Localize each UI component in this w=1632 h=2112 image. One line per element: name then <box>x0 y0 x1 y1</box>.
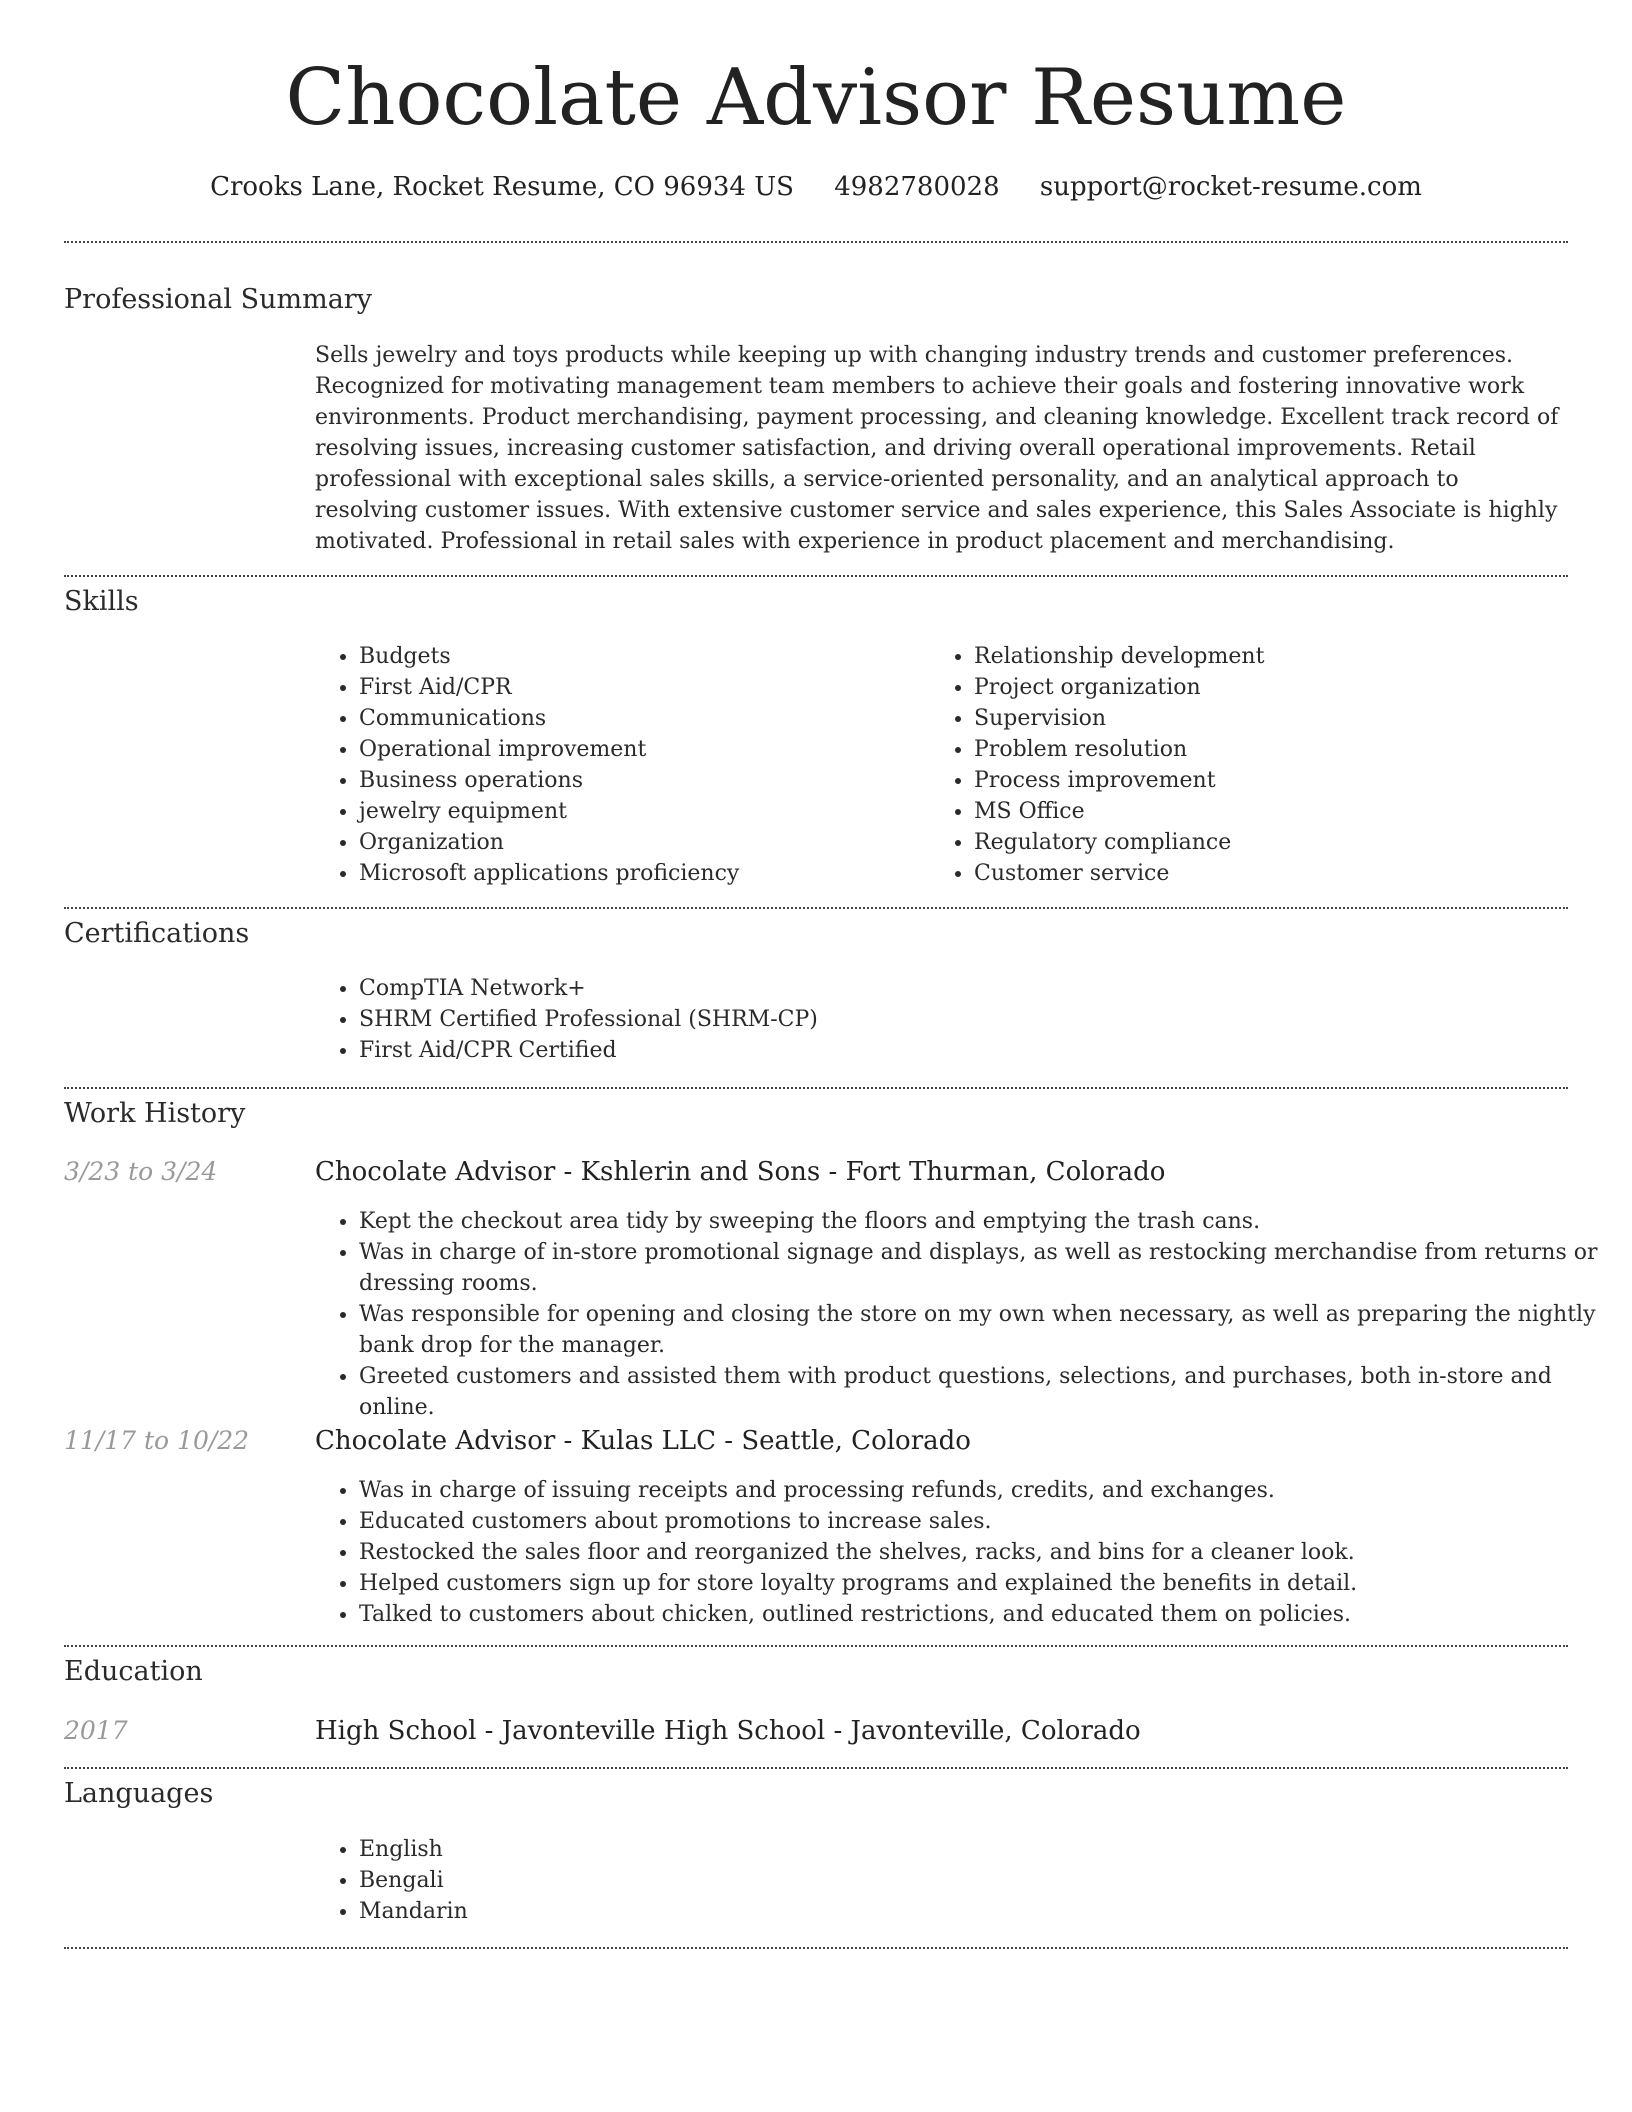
section-title-summary: Professional Summary <box>64 284 372 315</box>
list-item: • Customer service <box>974 858 1534 889</box>
divider <box>64 907 1568 909</box>
list-item: • First Aid/CPR <box>359 672 919 703</box>
job-title: Chocolate Advisor - Kulas LLC - Seattle, Colorado <box>315 1426 971 1456</box>
section-title-skills: Skills <box>64 586 139 617</box>
job-dates: 3/23 to 3/24 <box>64 1157 218 1186</box>
skills-list-right <box>930 641 1534 889</box>
divider <box>64 241 1568 243</box>
list-item: • Budgets <box>359 641 919 672</box>
section-title-work-history: Work History <box>64 1098 246 1129</box>
list-item: • Was in charge of in-store promotional signage and displays, as well as restocking merchandise from returns or dressing rooms. <box>359 1237 1612 1299</box>
list-item: • Kept the checkout area tidy by sweeping the floors and emptying the trash cans. <box>359 1206 1612 1237</box>
education-entry: High School - Javonteville High School - Javonteville, Colorado <box>315 1716 1141 1746</box>
list-item: • Was responsible for opening and closing the store on my own when necessary, as well as preparing the nightly bank drop for the manager. <box>359 1299 1612 1361</box>
list-item: • Helped customers sign up for store loyalty programs and explained the benefits in detail. <box>359 1568 1612 1599</box>
skills-list-left <box>315 641 919 889</box>
list-item: • Business operations <box>359 765 919 796</box>
list-item: • Process improvement <box>974 765 1534 796</box>
list-item: • Communications <box>359 703 919 734</box>
list-item: • Talked to customers about chicken, outlined restrictions, and educated them on policies. <box>359 1599 1612 1630</box>
list-item: • Regulatory compliance <box>974 827 1534 858</box>
list-item: • English <box>359 1834 1159 1865</box>
summary-text: Sells jewelry and toys products while keeping up with changing industry trends and customer preferences. Recognized for motivating management team members to achieve their goals and fostering innovative work environments. Product merchandising, payment processing, and cleaning knowledge. Excellent track record of resolving issues, increasing customer satisfaction, and driving overall operational improvements. Retail professional with exceptional sales skills, a service-oriented personality, and an analytical approach to resolving customer issues. With extensive customer service and sales experience, this Sales Associate is highly motivated. Professional in retail sales with experience in product placement and merchandising. <box>315 343 1559 554</box>
divider <box>64 575 1568 577</box>
section-title-languages: Languages <box>64 1778 214 1809</box>
contact-address: Crooks Lane, Rocket Resume, CO 96934 US <box>210 172 794 202</box>
languages-list <box>315 1834 1159 1927</box>
list-item: • Operational improvement <box>359 734 919 765</box>
list-item: • Greeted customers and assisted them with product questions, selections, and purchases, both in-store and online. <box>359 1361 1612 1423</box>
list-item: • SHRM Certified Professional (SHRM-CP) <box>359 1004 1559 1035</box>
list-item: • Microsoft applications proficiency <box>359 858 919 889</box>
list-item: • jewelry equipment <box>359 796 919 827</box>
section-title-education: Education <box>64 1656 203 1687</box>
education-year: 2017 <box>64 1716 128 1745</box>
job-bullets <box>315 1475 1612 1630</box>
list-item: • Supervision <box>974 703 1534 734</box>
list-item: • Mandarin <box>359 1896 1159 1927</box>
list-item: • Was in charge of issuing receipts and processing refunds, credits, and exchanges. <box>359 1475 1612 1506</box>
job-dates: 11/17 to 10/22 <box>64 1426 250 1455</box>
contact-line <box>0 168 1632 206</box>
contact-email: support@rocket-resume.com <box>1039 172 1422 202</box>
list-item: • Restocked the sales floor and reorganized the shelves, racks, and bins for a cleaner look. <box>359 1537 1612 1568</box>
section-title-certifications: Certifications <box>64 918 250 949</box>
job-title: Chocolate Advisor - Kshlerin and Sons - Fort Thurman, Colorado <box>315 1157 1166 1187</box>
list-item: • Relationship development <box>974 641 1534 672</box>
certifications-list <box>315 973 1559 1066</box>
list-item: • Project organization <box>974 672 1534 703</box>
list-item: • Bengali <box>359 1865 1159 1896</box>
list-item: • Educated customers about promotions to increase sales. <box>359 1506 1612 1537</box>
list-item: • CompTIA Network+ <box>359 973 1559 1004</box>
divider <box>64 1645 1568 1647</box>
contact-phone: 4982780028 <box>834 172 1000 202</box>
divider <box>64 1087 1568 1089</box>
list-item: • MS Office <box>974 796 1534 827</box>
divider <box>64 1767 1568 1769</box>
divider <box>64 1947 1568 1949</box>
list-item: • First Aid/CPR Certified <box>359 1035 1559 1066</box>
job-bullets <box>315 1206 1612 1423</box>
list-item: • Problem resolution <box>974 734 1534 765</box>
resume-title: Chocolate Advisor Resume <box>285 53 1347 143</box>
list-item: • Organization <box>359 827 919 858</box>
